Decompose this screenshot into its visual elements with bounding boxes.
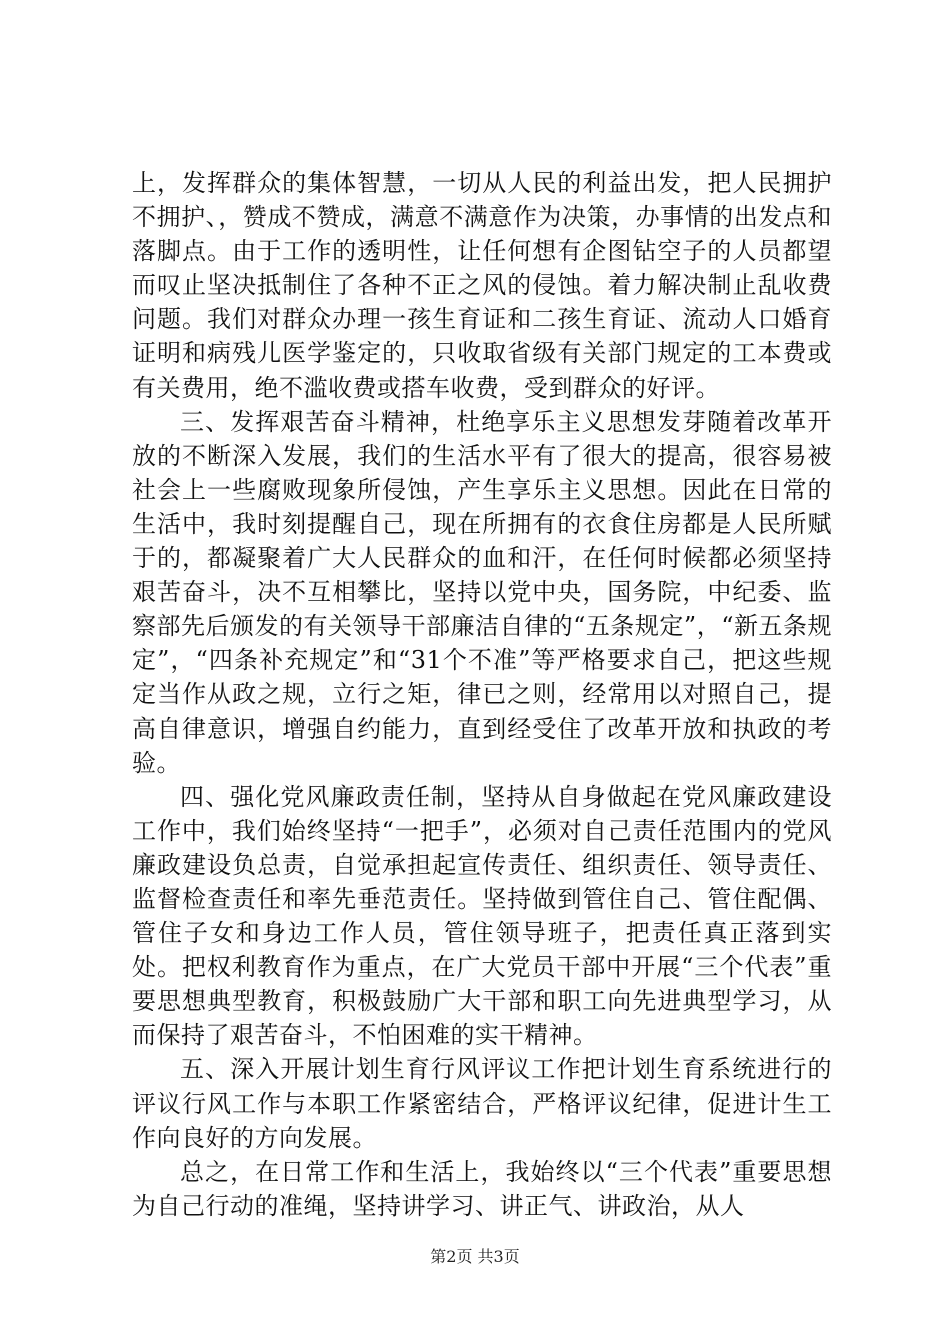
paragraph-section-five: 五、深入开展计划生育行风评议工作把计划生育系统进行的评议行风工作与本职工作紧密结合，严格评议纪律，促进计生工作向良好的方向发展。 (132, 1055, 832, 1152)
paragraph-summary: 总之，在日常工作和生活上，我始终以“三个代表”重要思想为自己行动的准绳，坚持讲学习、讲正气、讲政治，从人 (132, 1157, 832, 1220)
paragraph-continuation: 上，发挥群众的集体智慧，一切从人民的利益出发，把人民拥护不拥护、，赞成不赞成，满意不满意作为决策，办事情的出发点和落脚点。由于工作的透明性，让任何想有企图钻空子的人员都望而叹止坚决抵制住了各种不正之风的侵蚀。着力解决制止乱收费问题。我们对群众办理一孩生育证和二孩生育证、流动人口婚育证明和病残儿医学鉴定的，只收取省级有关部门规定的工本费或有关费用，绝不滥收费或搭车收费，受到群众的好评。 (132, 169, 832, 402)
paragraph-section-four: 四、强化党风廉政责任制，坚持从自身做起在党风廉政建设工作中，我们始终坚持“一把手”，必须对自己责任范围内的党风廉政建设负总责，自觉承担起宣传责任、组织责任、领导责任、监督检查责任和率先垂范责任。坚持做到管住自己、管住配偶、管住子女和身边工作人员，管住领导班子，把责任真正落到实处。把权利教育作为重点，在广大党员干部中开展“三个代表”重要思想典型教育，积极鼓励广大干部和职工向先进典型学习，从而保持了艰苦奋斗，不怕困难的实干精神。 (132, 782, 832, 1050)
page-footer: 第2页 共3页 (430, 1247, 520, 1266)
paragraph-section-three: 三、发挥艰苦奋斗精神，杜绝享乐主义思想发芽随着改革开放的不断深入发展，我们的生活水平有了很大的提高，很容易被社会上一些腐败现象所侵蚀，产生享乐主义思想。因此在日常的生活中，我时刻提醒自己，现在所拥有的衣食住房都是人民所赋于的，都凝聚着广大人民群众的血和汗，在任何时候都必须坚持艰苦奋斗，决不互相攀比，坚持以党中央，国务院，中纪委、监察部先后颁发的有关领导干部廉洁自律的“五条规定”，“新五条规定”，“四条补充规定”和“31个不准”等严格要求自己，把这些规定当作从政之规，立行之矩，律已之则，经常用以对照自己，提高自律意识，增强自约能力，直到经受住了改革开放和执政的考验。 (132, 407, 832, 777)
document-body (132, 166, 832, 1223)
